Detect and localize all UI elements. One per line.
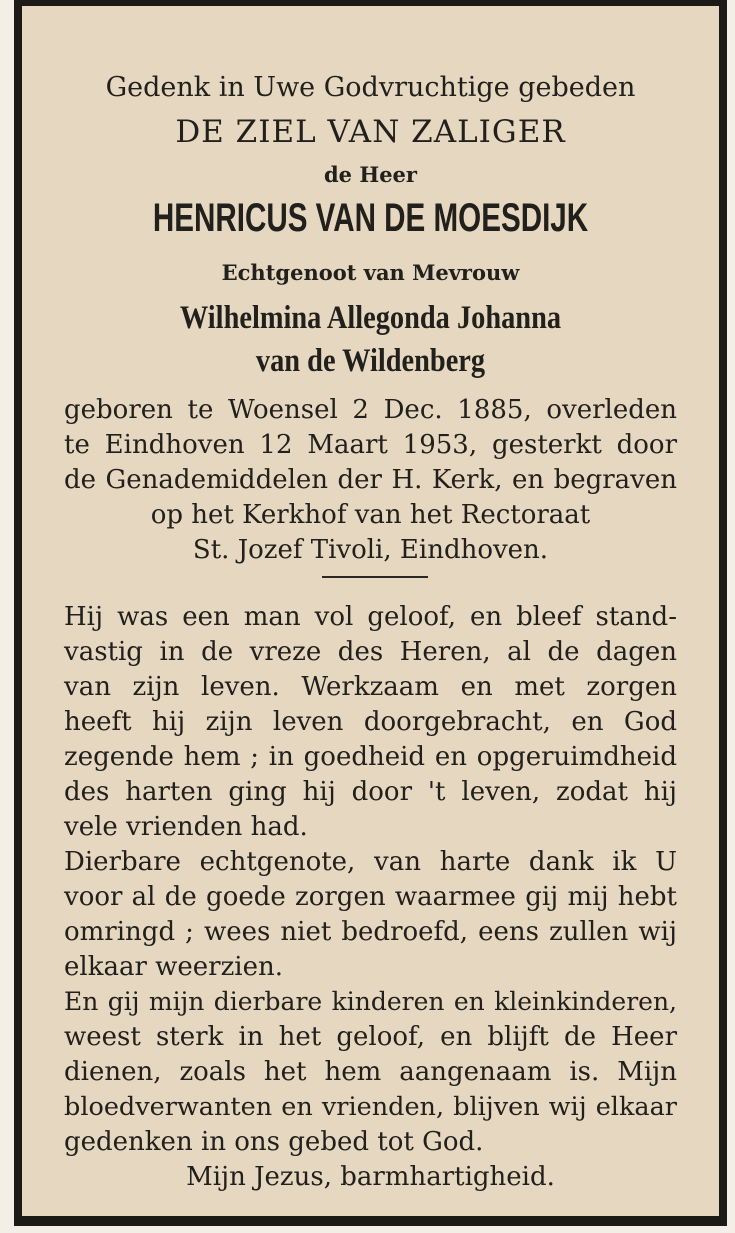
bio-line: te Eindhoven 12 Maart 1953, gesterkt door: [64, 430, 677, 460]
spouse-name-line1: Wilhelmina Allegonda Johanna: [179, 300, 562, 336]
text-line: En gij mijn dierbare kinderen en kleinkinderen,: [64, 987, 677, 1016]
text-line: dienen, zoals het hem aangenaam is. Mijn: [64, 1057, 677, 1087]
text-line: omringd ; wees niet bedroefd, eens zullen wij: [64, 917, 677, 947]
soul-heading: DE ZIEL VAN ZALIGER: [175, 114, 566, 150]
closing-prayer: Mijn Jezus, barmhartigheid.: [186, 1162, 555, 1192]
text-line: vastig in de vreze des Heren, al de dagen: [64, 637, 677, 667]
text-line: Hij was een man vol geloof, en bleef stand-: [64, 602, 677, 632]
memorial-card: [14, 0, 727, 1226]
text-line: van zijn leven. Werkzaam en met zorgen: [64, 672, 677, 702]
intro-line: Gedenk in Uwe Godvruchtige gebeden: [105, 72, 636, 103]
text-line: Dierbare echtgenote, van harte dank ik U: [64, 847, 677, 877]
bio-line: op het Kerkhof van het Rectoraat: [150, 500, 591, 530]
bio-line: St. Jozef Tivoli, Eindhoven.: [192, 535, 549, 565]
deceased-name: HENRICUS VAN DE MOESDIJK: [152, 196, 589, 240]
bio-line: de Genademiddelen der H. Kerk, en begraven: [64, 465, 677, 495]
spouse-name-line2: van de Wildenberg: [255, 343, 486, 379]
text-line: voor al de goede zorgen waarmee gij mij hebt: [64, 882, 677, 912]
title-line: de Heer: [324, 162, 417, 187]
text-line: gedenken in ons gebed tot God.: [64, 1127, 484, 1157]
text-line: weest sterk in het geloof, en blijft de Heer: [64, 1022, 677, 1052]
text-line: elkaar weerzien.: [64, 952, 284, 982]
text-line: zegende hem ; in goedheid en opgeruimdheid: [64, 742, 677, 772]
text-line: heeft hij zijn leven doorgebracht, en God: [64, 707, 677, 737]
text-line: bloedverwanten en vrienden, blijven wij elkaar: [64, 1092, 677, 1122]
spouse-intro: Echtgenoot van Mevrouw: [221, 260, 520, 285]
text-line: des harten ging hij door 't leven, zodat hij: [64, 777, 677, 807]
divider-rule: [322, 576, 428, 578]
bio-line: geboren te Woensel 2 Dec. 1885, overleden: [64, 395, 677, 425]
text-line: vele vrienden had.: [64, 812, 308, 842]
